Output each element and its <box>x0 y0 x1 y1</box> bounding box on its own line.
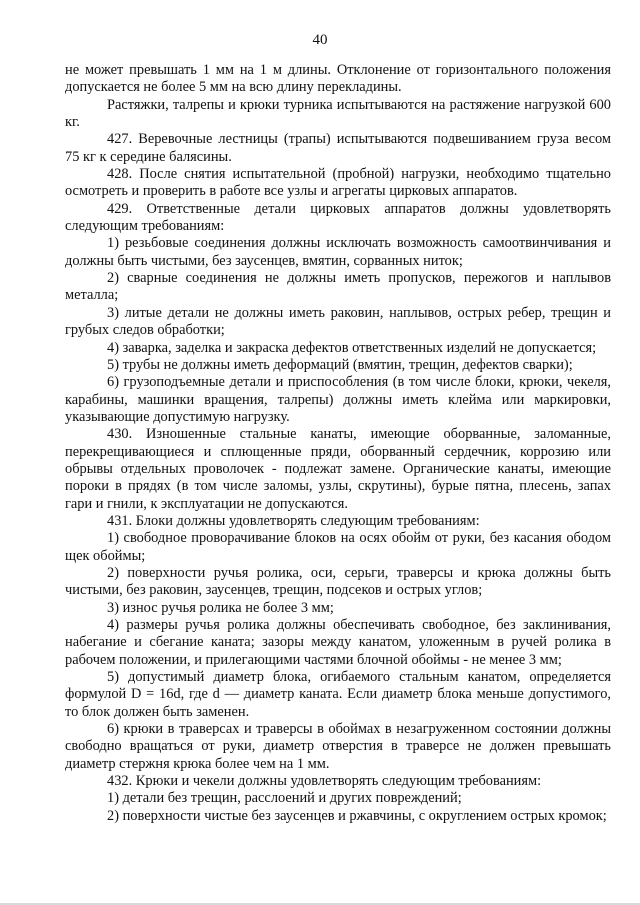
paragraph: 6) крюки в траверсах и траверсы в обоймах в незагруженном состоянии должны свободно вращаться от руки, диаметр отверстия в траверсе не должен превышать диаметр стержня крюка более чем на 1 мм. <box>65 721 611 772</box>
paragraph: 428. После снятия испытательной (пробной) нагрузки, необходимо тщательно осмотреть и проверить в работе все узлы и агрегаты цирковых аппаратов. <box>65 166 611 200</box>
paragraph: 4) заварка, заделка и закраска дефектов ответственных изделий не допускается; <box>107 339 597 356</box>
page-number: 40 <box>312 32 328 48</box>
paragraph: Растяжки, талрепы и крюки турника испытываются на растяжение нагрузкой 600 кг. <box>65 96 611 131</box>
paragraph: 1) детали без трещин, расслоений и других повреждений; <box>107 790 462 807</box>
paragraph: 5) трубы не должны иметь деформаций (вмятин, трещин, дефектов сварки); <box>107 356 573 373</box>
paragraph: 1) свободное проворачивание блоков на осях обойм от руки, без касания ободом щек обоймы; <box>65 530 611 564</box>
paragraph: 2) поверхности чистые без заусенцев и ржавчины, с округлением острых кромок; <box>107 807 607 824</box>
document-body <box>65 62 611 825</box>
paragraph: 430. Изношенные стальные канаты, имеющие оборванные, заломанные, перекрещивающиеся и сплющенные пряди, оборванный сердечник, коррозию или обрывы отдельных проволочек - подлежат замене. Органические канаты, имеющие пороки в прядях (в том числе заломы, узлы, скрутины), бурые пятна, плесень, запах гари и гнили, к эксплуатации не допускаются. <box>65 426 611 512</box>
paragraph: 3) литые детали не должны иметь раковин, наплывов, острых ребер, трещин и грубых следов обработки; <box>65 304 611 339</box>
paragraph: 432. Крюки и чекели должны удовлетворять следующим требованиям: <box>107 773 542 790</box>
paragraph: 2) сварные соединения не должны иметь пропусков, пережогов и наплывов металла; <box>65 270 611 304</box>
paragraph: 1) резьбовые соединения должны исключать возможность самоотвинчивания и должны быть чистыми, без заусенцев, вмятин, сорванных ниток; <box>65 235 611 269</box>
paragraph: 431. Блоки должны удовлетворять следующим требованиям: <box>107 512 480 529</box>
paragraph: 2) поверхности ручья ролика, оси, серьги, траверсы и крюка должны быть чистыми, без раковин, заусенцев, трещин, подсеков и острых углов; <box>65 564 611 599</box>
paragraph: не может превышать 1 мм на 1 м длины. Отклонение от горизонтального положения допускается не более 5 мм на всю длину перекладины. <box>65 62 611 96</box>
paragraph: 6) грузоподъемные детали и приспособления (в том числе блоки, крюки, чекеля, карабины, машинки вращения, талрепы) должны иметь клейма или маркировки, указывающие допустимую нагрузку. <box>65 374 611 425</box>
paragraph: 429. Ответственные детали цирковых аппаратов должны удовлетворять следующим требованиям: <box>65 200 611 235</box>
paragraph: 5) допустимый диаметр блока, огибаемого стальным канатом, определяется формулой D = 16d, где d — диаметр каната. Если диаметр блока меньше допустимого, то блок должен быть заменен. <box>65 669 611 720</box>
paragraph: 427. Веревочные лестницы (трапы) испытываются подвешиванием груза весом 75 кг к середине балясины. <box>65 131 611 165</box>
paragraph: 4) размеры ручья ролика должны обеспечивать свободное, без заклинивания, набегание и сбегание каната; зазоры между канатом, уложенным в ручей ролика в рабочем положении, и прилегающими частями блочной обоймы - не менее 3 мм; <box>65 617 611 668</box>
paragraph: 3) износ ручья ролика не более 3 мм; <box>107 599 334 616</box>
